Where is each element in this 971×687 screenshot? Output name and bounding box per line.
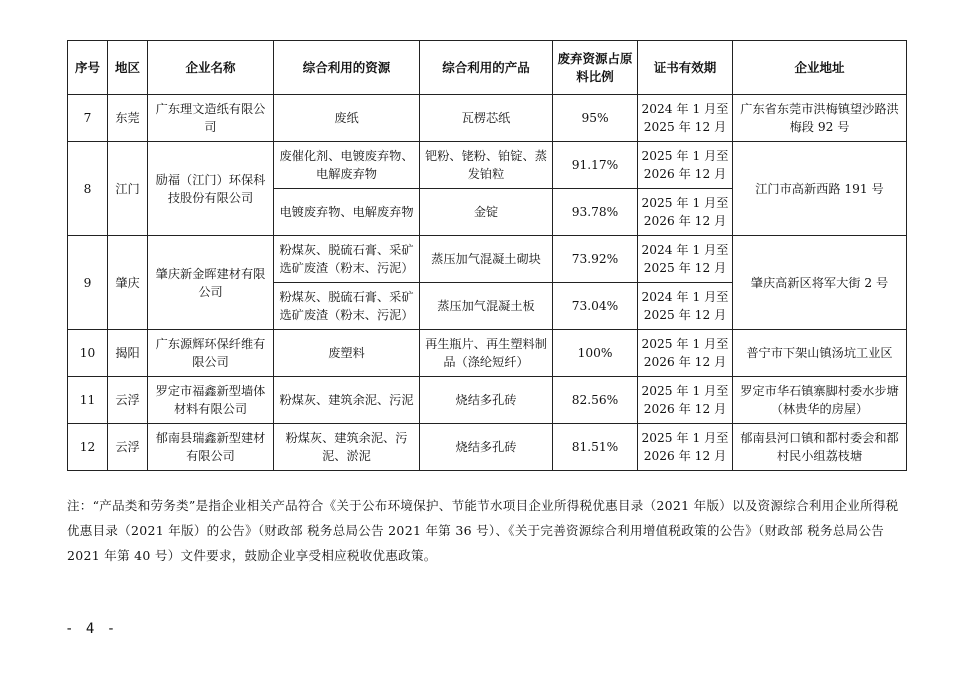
cell-address: 肇庆高新区将军大街 2 号 [733,236,907,330]
cell-resource: 电镀废弃物、电解废弃物 [274,189,420,236]
cell-validity: 2025 年 1 月至 2026 年 12 月 [638,377,733,424]
cell-product: 瓦楞芯纸 [420,95,553,142]
cell-product: 钯粉、铑粉、铂锭、蒸发铂粒 [420,142,553,189]
table-row [68,424,907,471]
table-row [68,236,907,283]
cell-ratio: 93.78% [553,189,638,236]
header-region: 地区 [108,41,148,95]
cell-resource: 废塑料 [274,330,420,377]
cell-ratio: 100% [553,330,638,377]
cell-address: 普宁市下架山镇汤坑工业区 [733,330,907,377]
cell-address: 广东省东莞市洪梅镇望沙路洪梅段 92 号 [733,95,907,142]
header-no: 序号 [68,41,108,95]
cell-product: 金锭 [420,189,553,236]
header-ratio: 废弃资源占原料比例 [553,41,638,95]
table-row [68,377,907,424]
cell-validity: 2024 年 1 月至 2025 年 12 月 [638,236,733,283]
page-number: - 4 - [65,621,118,637]
cell-resource: 粉煤灰、建筑余泥、污泥、淤泥 [274,424,420,471]
cell-company: 广东理文造纸有限公司 [148,95,274,142]
cell-region: 江门 [108,142,148,236]
cell-validity: 2024 年 1 月至 2025 年 12 月 [638,283,733,330]
cell-product: 蒸压加气混凝土板 [420,283,553,330]
cell-address: 罗定市华石镇寨脚村委水步塘（林贵华的房屋） [733,377,907,424]
cell-company: 励福（江门）环保科技股份有限公司 [148,142,274,236]
cell-ratio: 73.04% [553,283,638,330]
header-row [68,41,907,95]
footnote: 注：“产品类和劳务类”是指企业相关产品符合《关于公布环境保护、节能节水项目企业所得税优惠目录（2021 年版）以及资源综合利用企业所得税优惠目录（2021 年版）的公告》（财政部 税务总局公告 2021 年第 36 号）、《关于完善资源综合利用增值税政策的公告》（财政部 税务总局公告 2021 年第 40 号）文件要求，鼓励企业享受相应税收优惠政策。 [67,498,899,563]
table-row [68,95,907,142]
cell-product: 烧结多孔砖 [420,377,553,424]
cell-ratio: 91.17% [553,142,638,189]
cell-region: 揭阳 [108,330,148,377]
cell-resource: 废纸 [274,95,420,142]
cell-company: 郁南县瑞鑫新型建材有限公司 [148,424,274,471]
header-resource: 综合利用的资源 [274,41,420,95]
cell-company: 罗定市福鑫新型墙体材料有限公司 [148,377,274,424]
cell-no: 7 [68,95,108,142]
header-address: 企业地址 [733,41,907,95]
cell-address: 江门市高新西路 191 号 [733,142,907,236]
cell-no: 12 [68,424,108,471]
cell-validity: 2025 年 1 月至 2026 年 12 月 [638,330,733,377]
cell-resource: 粉煤灰、脱硫石膏、采矿选矿废渣（粉末、污泥） [274,236,420,283]
cell-company: 广东源辉环保纤维有限公司 [148,330,274,377]
cell-ratio: 73.92% [553,236,638,283]
cell-no: 11 [68,377,108,424]
cell-resource: 粉煤灰、脱硫石膏、采矿选矿废渣（粉末、污泥） [274,283,420,330]
cell-region: 东莞 [108,95,148,142]
cell-validity: 2024 年 1 月至 2025 年 12 月 [638,95,733,142]
header-validity: 证书有效期 [638,41,733,95]
cell-resource: 废催化剂、电镀废弃物、电解废弃物 [274,142,420,189]
cell-address: 郁南县河口镇和都村委会和都村民小组荔枝塘 [733,424,907,471]
cell-no: 9 [68,236,108,330]
cell-region: 肇庆 [108,236,148,330]
cell-company: 肇庆新金晖建材有限公司 [148,236,274,330]
cell-product: 再生瓶片、再生塑料制品（涤纶短纤） [420,330,553,377]
table-row [68,142,907,189]
cell-no: 10 [68,330,108,377]
cell-ratio: 81.51% [553,424,638,471]
cell-region: 云浮 [108,424,148,471]
cell-validity: 2025 年 1 月至 2026 年 12 月 [638,424,733,471]
cell-product: 烧结多孔砖 [420,424,553,471]
cell-validity: 2025 年 1 月至 2026 年 12 月 [638,142,733,189]
header-product: 综合利用的产品 [420,41,553,95]
cell-product: 蒸压加气混凝土砌块 [420,236,553,283]
cell-region: 云浮 [108,377,148,424]
cell-ratio: 95% [553,95,638,142]
cell-resource: 粉煤灰、建筑余泥、污泥 [274,377,420,424]
enterprise-table [67,40,907,471]
cell-no: 8 [68,142,108,236]
cell-ratio: 82.56% [553,377,638,424]
header-company: 企业名称 [148,41,274,95]
cell-validity: 2025 年 1 月至 2026 年 12 月 [638,189,733,236]
table-row [68,330,907,377]
